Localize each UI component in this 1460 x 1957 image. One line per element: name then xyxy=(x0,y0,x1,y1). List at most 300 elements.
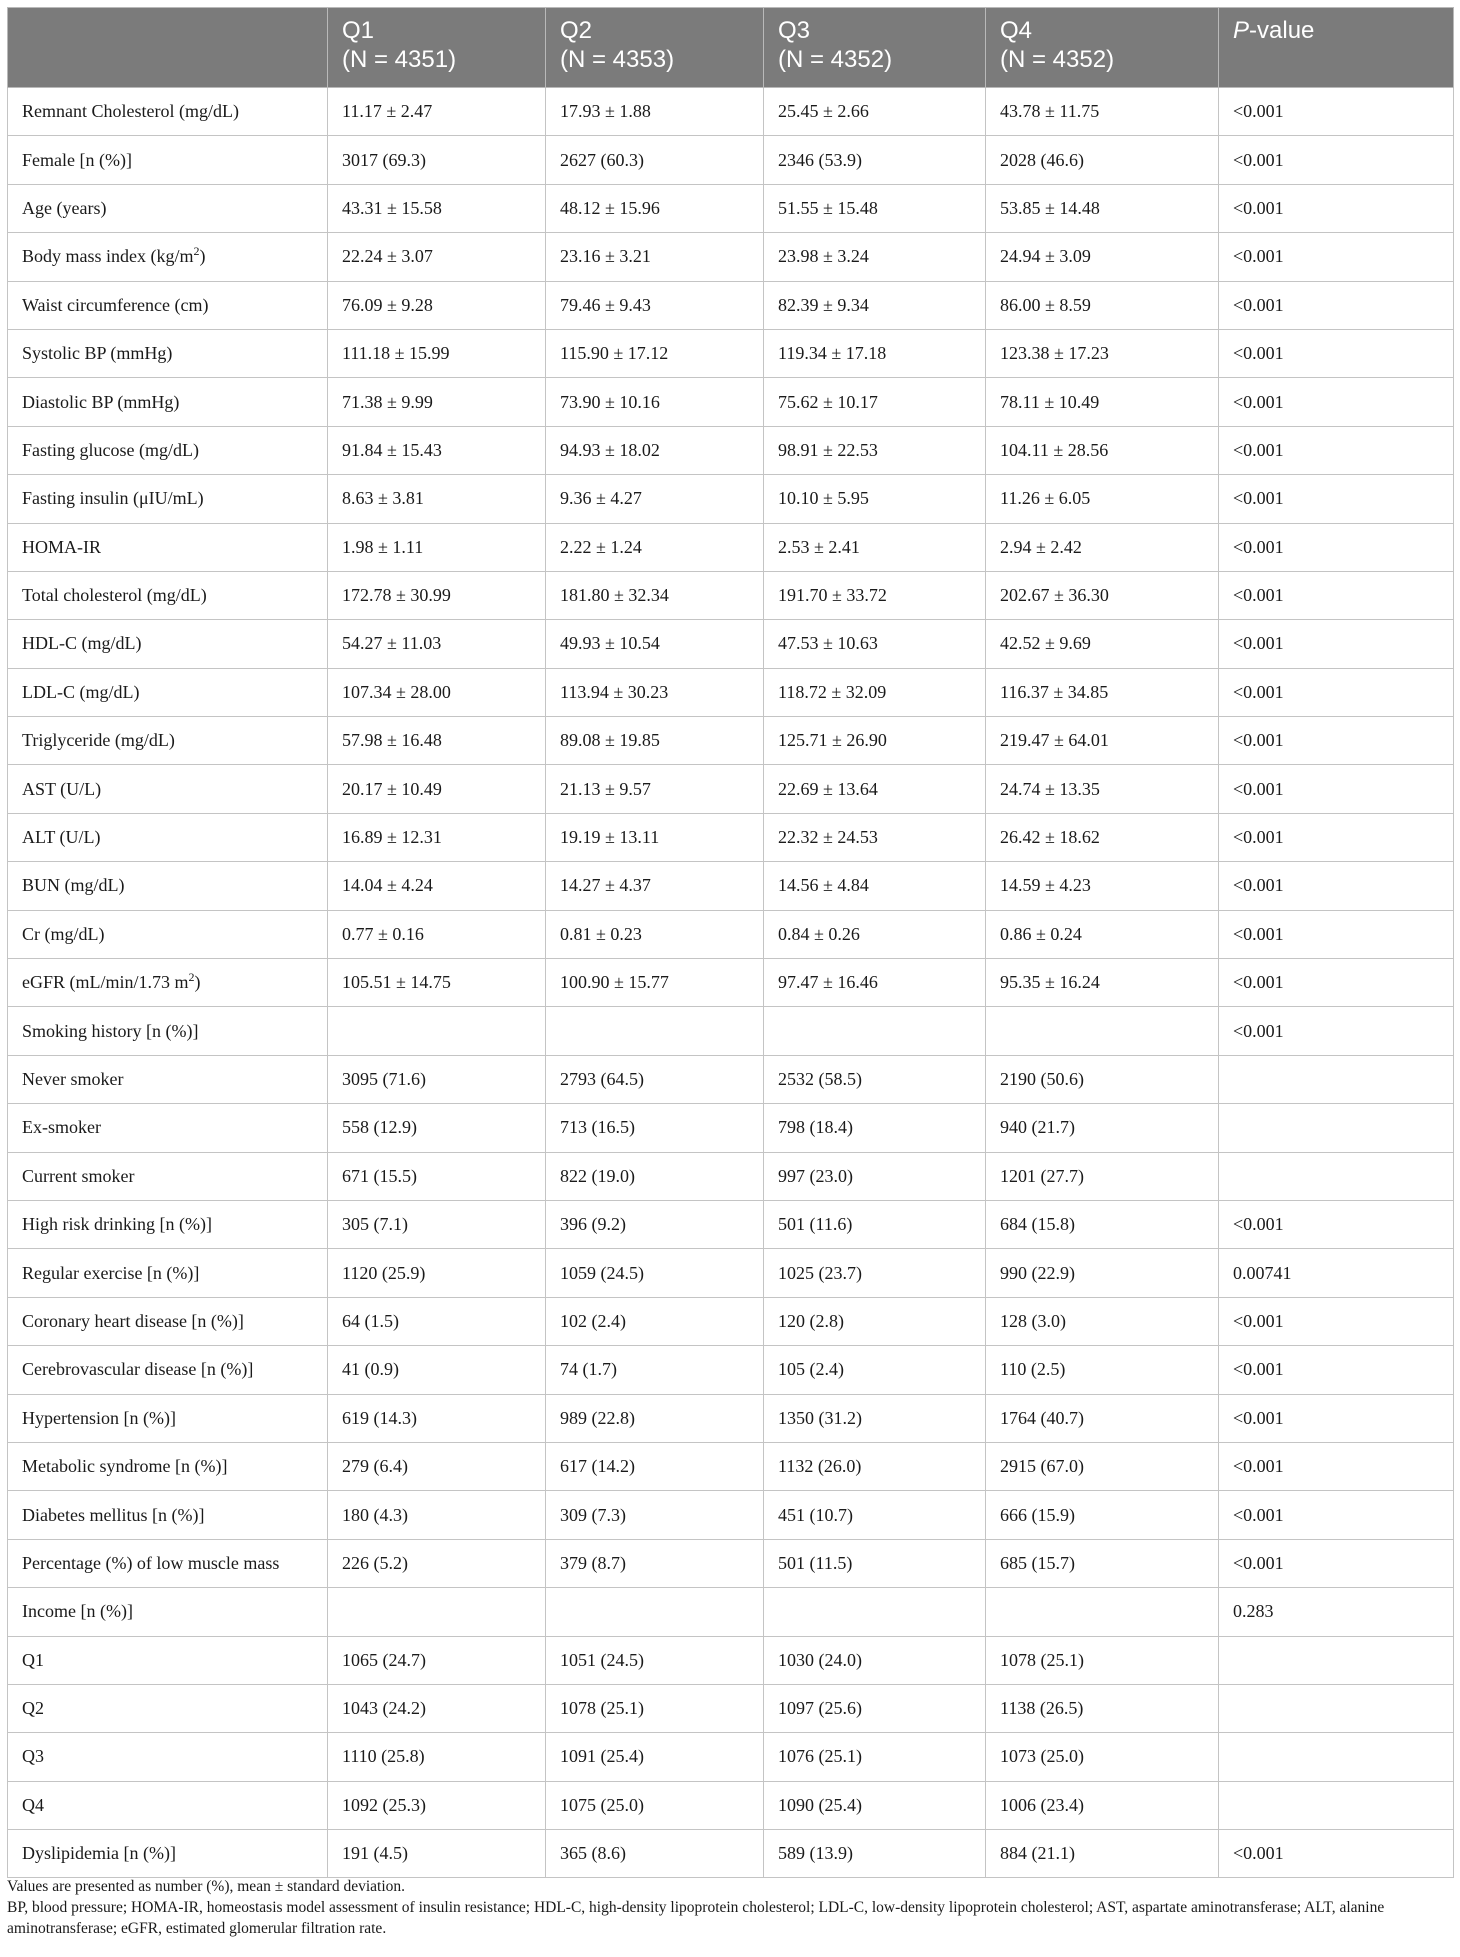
table-row xyxy=(8,281,1454,329)
row-label: Triglyceride (mg/dL) xyxy=(22,730,175,751)
row-label-cell xyxy=(8,1104,328,1152)
cell-value: <0.001 xyxy=(1233,875,1284,896)
value-cell-q1 xyxy=(328,1152,546,1200)
value-cell-p-value xyxy=(1219,88,1454,136)
cell-value: 26.42 ± 18.62 xyxy=(1000,827,1100,848)
value-cell-q1 xyxy=(328,1200,546,1248)
cell-value: <0.001 xyxy=(1233,1552,1284,1573)
cell-value: 1006 (23.4) xyxy=(1000,1794,1084,1815)
footnote-values: Values are presented as number (%), mean ± standard deviation. xyxy=(7,1878,406,1895)
value-cell-p-value xyxy=(1219,136,1454,184)
value-cell-q3 xyxy=(764,668,986,716)
value-cell-q3 xyxy=(764,959,986,1007)
cell-value: 2190 (50.6) xyxy=(1000,1069,1084,1089)
cell-value: 884 (21.1) xyxy=(1000,1843,1075,1864)
value-cell-p-value xyxy=(1219,1588,1454,1636)
row-label: AST (U/L) xyxy=(22,778,102,799)
value-cell-q4 xyxy=(986,1491,1219,1539)
value-cell-p-value xyxy=(1219,1636,1454,1684)
cell-value: 98.91 ± 22.53 xyxy=(778,439,878,460)
cell-value: 94.93 ± 18.02 xyxy=(560,439,660,460)
value-cell-q3 xyxy=(764,1539,986,1587)
cell-value: 79.46 ± 9.43 xyxy=(560,294,651,315)
cell-value: <0.001 xyxy=(1233,1359,1284,1380)
value-cell-q4 xyxy=(986,765,1219,813)
value-cell-q4 xyxy=(986,281,1219,329)
value-cell-q3 xyxy=(764,765,986,813)
value-cell-q4 xyxy=(986,475,1219,523)
cell-value: 41 (0.9) xyxy=(342,1359,399,1380)
cell-value: 219.47 ± 64.01 xyxy=(1000,730,1109,751)
value-cell-q2 xyxy=(546,1104,764,1152)
value-cell-q3 xyxy=(764,1297,986,1345)
table-row xyxy=(8,1491,1454,1539)
cell-value: 666 (15.9) xyxy=(1000,1504,1075,1525)
row-label-cell xyxy=(8,668,328,716)
cell-value: <0.001 xyxy=(1233,778,1284,799)
value-cell-q3 xyxy=(764,329,986,377)
value-cell-q1 xyxy=(328,523,546,571)
value-cell-q2 xyxy=(546,668,764,716)
cell-value: 119.34 ± 17.18 xyxy=(778,343,887,364)
row-label-cell xyxy=(8,378,328,426)
row-label: Waist circumference (cm) xyxy=(22,294,209,315)
cell-value: 110 (2.5) xyxy=(1000,1359,1066,1380)
value-cell-q4 xyxy=(986,1588,1219,1636)
value-cell-p-value xyxy=(1219,813,1454,861)
cell-value: 115.90 ± 17.12 xyxy=(560,343,669,364)
value-cell-p-value xyxy=(1219,1539,1454,1587)
cell-value: 14.59 ± 4.23 xyxy=(1000,875,1091,896)
value-cell-q3 xyxy=(764,1733,986,1781)
cell-value: 0.77 ± 0.16 xyxy=(342,923,424,944)
cell-value: 713 (16.5) xyxy=(560,1117,635,1138)
value-cell-q4 xyxy=(986,378,1219,426)
row-label-cell xyxy=(8,1636,328,1684)
row-label-cell xyxy=(8,571,328,619)
cell-value: 17.93 ± 1.88 xyxy=(560,101,651,122)
value-cell-q2 xyxy=(546,1588,764,1636)
row-label-cell xyxy=(8,281,328,329)
cell-value: 226 (5.2) xyxy=(342,1552,408,1573)
cell-value: 1097 (25.6) xyxy=(778,1698,862,1719)
cell-value: 1076 (25.1) xyxy=(778,1746,862,1767)
value-cell-q2 xyxy=(546,329,764,377)
cell-value: 191.70 ± 33.72 xyxy=(778,585,887,606)
cell-value: 20.17 ± 10.49 xyxy=(342,778,442,799)
row-label-cell xyxy=(8,329,328,377)
cell-value: 822 (19.0) xyxy=(560,1165,635,1186)
cell-value: 202.67 ± 36.30 xyxy=(1000,585,1109,606)
table-row xyxy=(8,1830,1454,1878)
cell-value: 798 (18.4) xyxy=(778,1117,853,1138)
row-label-cell xyxy=(8,862,328,910)
value-cell-q4 xyxy=(986,1249,1219,1297)
cell-value: 0.81 ± 0.23 xyxy=(560,923,642,944)
cell-value: 14.56 ± 4.84 xyxy=(778,875,869,896)
cell-value: 617 (14.2) xyxy=(560,1456,635,1477)
cell-value: 19.19 ± 13.11 xyxy=(560,827,660,848)
cell-value: 89.08 ± 19.85 xyxy=(560,730,660,751)
value-cell-p-value xyxy=(1219,1007,1454,1055)
cell-value: 64 (1.5) xyxy=(342,1310,399,1331)
value-cell-q3 xyxy=(764,1152,986,1200)
cell-value: 172.78 ± 30.99 xyxy=(342,585,451,606)
cell-value: 1030 (24.0) xyxy=(778,1649,862,1670)
cell-value: 105 (2.4) xyxy=(778,1359,844,1380)
table-row xyxy=(8,1152,1454,1200)
value-cell-q2 xyxy=(546,813,764,861)
cell-value: 9.36 ± 4.27 xyxy=(560,488,642,509)
value-cell-p-value xyxy=(1219,620,1454,668)
cell-value: 2.94 ± 2.42 xyxy=(1000,536,1082,557)
value-cell-q4 xyxy=(986,523,1219,571)
value-cell-q2 xyxy=(546,910,764,958)
cell-value: 2346 (53.9) xyxy=(778,149,862,170)
table-row xyxy=(8,1684,1454,1732)
cell-value: <0.001 xyxy=(1233,149,1284,170)
value-cell-q1 xyxy=(328,1442,546,1490)
value-cell-q3 xyxy=(764,1442,986,1490)
value-cell-q3 xyxy=(764,1394,986,1442)
row-label: Income [n (%)] xyxy=(22,1601,133,1622)
value-cell-q4 xyxy=(986,233,1219,281)
row-label: Q1 xyxy=(22,1649,44,1670)
value-cell-q1 xyxy=(328,281,546,329)
row-label: LDL-C (mg/dL) xyxy=(22,681,140,702)
cell-value: 75.62 ± 10.17 xyxy=(778,391,878,412)
value-cell-q1 xyxy=(328,765,546,813)
value-cell-q1 xyxy=(328,1491,546,1539)
value-cell-q1 xyxy=(328,1055,546,1103)
row-label: eGFR (mL/min/1.73 m xyxy=(22,972,189,993)
value-cell-q3 xyxy=(764,1007,986,1055)
cell-value: 74 (1.7) xyxy=(560,1359,617,1380)
cell-value: 1138 (26.5) xyxy=(1000,1698,1084,1719)
cell-value: 128 (3.0) xyxy=(1000,1310,1066,1331)
cell-value: 24.94 ± 3.09 xyxy=(1000,246,1091,267)
value-cell-q2 xyxy=(546,959,764,1007)
cell-value: 940 (21.7) xyxy=(1000,1117,1075,1138)
value-cell-q2 xyxy=(546,1346,764,1394)
value-cell-q4 xyxy=(986,329,1219,377)
value-cell-q1 xyxy=(328,1104,546,1152)
value-cell-q2 xyxy=(546,136,764,184)
table-body xyxy=(8,88,1454,1878)
cell-value: 1120 (25.9) xyxy=(342,1262,426,1283)
cell-value: 997 (23.0) xyxy=(778,1165,853,1186)
value-cell-q3 xyxy=(764,378,986,426)
value-cell-q1 xyxy=(328,1249,546,1297)
row-label: Never smoker xyxy=(22,1069,124,1089)
value-cell-q1 xyxy=(328,329,546,377)
value-cell-q4 xyxy=(986,862,1219,910)
cell-value: 105.51 ± 14.75 xyxy=(342,972,451,993)
value-cell-q3 xyxy=(764,620,986,668)
table-row xyxy=(8,1442,1454,1490)
row-label: Cerebrovascular disease [n (%)] xyxy=(22,1359,254,1380)
value-cell-q4 xyxy=(986,1733,1219,1781)
cell-value: <0.001 xyxy=(1233,439,1284,460)
row-label: High risk drinking [n (%)] xyxy=(22,1214,212,1235)
row-label-cell xyxy=(8,959,328,1007)
cell-value: 91.84 ± 15.43 xyxy=(342,439,442,460)
value-cell-q1 xyxy=(328,1684,546,1732)
value-cell-p-value xyxy=(1219,1152,1454,1200)
value-cell-q4 xyxy=(986,1394,1219,1442)
value-cell-q4 xyxy=(986,184,1219,232)
value-cell-q2 xyxy=(546,426,764,474)
cell-value: <0.001 xyxy=(1233,1310,1284,1331)
value-cell-q2 xyxy=(546,1684,764,1732)
value-cell-q3 xyxy=(764,1588,986,1636)
row-label: Total cholesterol (mg/dL) xyxy=(22,585,207,606)
cell-value: 1051 (24.5) xyxy=(560,1649,644,1670)
value-cell-p-value xyxy=(1219,184,1454,232)
table-row xyxy=(8,1346,1454,1394)
cell-value: 501 (11.6) xyxy=(778,1214,853,1235)
value-cell-p-value xyxy=(1219,329,1454,377)
value-cell-q4 xyxy=(986,1104,1219,1152)
table-row xyxy=(8,813,1454,861)
table-row xyxy=(8,1394,1454,1442)
row-label-cell xyxy=(8,233,328,281)
value-cell-q3 xyxy=(764,1104,986,1152)
table-footnotes xyxy=(7,1876,1453,1939)
cell-value: <0.001 xyxy=(1233,1843,1284,1864)
table-row xyxy=(8,378,1454,426)
value-cell-q1 xyxy=(328,184,546,232)
value-cell-q2 xyxy=(546,1007,764,1055)
value-cell-q2 xyxy=(546,281,764,329)
header-sublabel: (N = 4351) xyxy=(342,46,457,73)
value-cell-q4 xyxy=(986,426,1219,474)
row-label-cell xyxy=(8,1781,328,1829)
row-label: Fasting glucose (mg/dL) xyxy=(22,439,199,460)
value-cell-q1 xyxy=(328,426,546,474)
cell-value: 0.283 xyxy=(1233,1601,1274,1622)
row-label: Systolic BP (mmHg) xyxy=(22,343,173,364)
cell-value: 1073 (25.0) xyxy=(1000,1746,1084,1767)
cell-value: 305 (7.1) xyxy=(342,1214,408,1235)
value-cell-q2 xyxy=(546,1152,764,1200)
value-cell-q2 xyxy=(546,523,764,571)
cell-value: 989 (22.8) xyxy=(560,1407,635,1428)
table-row xyxy=(8,1104,1454,1152)
cell-value: <0.001 xyxy=(1233,730,1284,751)
value-cell-p-value xyxy=(1219,1055,1454,1103)
value-cell-q4 xyxy=(986,1055,1219,1103)
cell-value: 1043 (24.2) xyxy=(342,1698,426,1719)
cell-value: 102 (2.4) xyxy=(560,1310,626,1331)
cell-value: <0.001 xyxy=(1233,633,1284,654)
cell-value: 396 (9.2) xyxy=(560,1214,626,1235)
cell-value: <0.001 xyxy=(1233,1456,1284,1477)
value-cell-p-value xyxy=(1219,765,1454,813)
row-label: ALT (U/L) xyxy=(22,827,101,848)
value-cell-q4 xyxy=(986,813,1219,861)
cell-value: 100.90 ± 15.77 xyxy=(560,972,669,993)
value-cell-q2 xyxy=(546,88,764,136)
row-label-cell xyxy=(8,910,328,958)
cell-value: <0.001 xyxy=(1233,1504,1284,1525)
value-cell-p-value xyxy=(1219,475,1454,523)
header-sublabel: -value xyxy=(1249,17,1315,44)
value-cell-q2 xyxy=(546,233,764,281)
cell-value: 685 (15.7) xyxy=(1000,1552,1075,1573)
row-label-cell xyxy=(8,1684,328,1732)
header-cell-q3 xyxy=(764,8,986,88)
cell-value: 1764 (40.7) xyxy=(1000,1407,1084,1428)
cell-value: 14.04 ± 4.24 xyxy=(342,875,433,896)
row-label-cell xyxy=(8,1733,328,1781)
cell-value: 3017 (69.3) xyxy=(342,149,426,170)
value-cell-q1 xyxy=(328,1297,546,1345)
value-cell-q2 xyxy=(546,184,764,232)
header-cell-q4 xyxy=(986,8,1219,88)
value-cell-p-value xyxy=(1219,1200,1454,1248)
row-label: Diabetes mellitus [n (%)] xyxy=(22,1504,205,1525)
value-cell-q3 xyxy=(764,813,986,861)
value-cell-q4 xyxy=(986,88,1219,136)
value-cell-q2 xyxy=(546,1442,764,1490)
value-cell-q4 xyxy=(986,1636,1219,1684)
table-row xyxy=(8,1007,1454,1055)
cell-value: 1350 (31.2) xyxy=(778,1407,862,1428)
value-cell-p-value xyxy=(1219,717,1454,765)
header-sublabel: (N = 4352) xyxy=(1000,46,1115,73)
cell-value: 1078 (25.1) xyxy=(1000,1649,1084,1670)
cell-value: 1.98 ± 1.11 xyxy=(342,536,424,557)
cell-value: 0.84 ± 0.26 xyxy=(778,923,860,944)
value-cell-q4 xyxy=(986,571,1219,619)
cell-value: 1201 (27.7) xyxy=(1000,1165,1084,1186)
value-cell-q1 xyxy=(328,910,546,958)
value-cell-q1 xyxy=(328,1733,546,1781)
table-row xyxy=(8,523,1454,571)
row-label-cell xyxy=(8,1200,328,1248)
row-label: Metabolic syndrome [n (%)] xyxy=(22,1456,228,1477)
cell-value: 118.72 ± 32.09 xyxy=(778,681,887,702)
row-label-tail: ) xyxy=(194,972,201,993)
cell-value: 3095 (71.6) xyxy=(342,1069,426,1089)
cell-value: 14.27 ± 4.37 xyxy=(560,875,651,896)
cell-value: <0.001 xyxy=(1233,1407,1284,1428)
value-cell-p-value xyxy=(1219,1491,1454,1539)
value-cell-q3 xyxy=(764,523,986,571)
header-sublabel: (N = 4352) xyxy=(778,46,893,73)
value-cell-q3 xyxy=(764,717,986,765)
value-cell-q1 xyxy=(328,475,546,523)
value-cell-q4 xyxy=(986,1781,1219,1829)
cell-value: 1092 (25.3) xyxy=(342,1794,426,1815)
cell-value: 0.86 ± 0.24 xyxy=(1000,923,1082,944)
table-row xyxy=(8,620,1454,668)
table-row xyxy=(8,1733,1454,1781)
value-cell-q4 xyxy=(986,717,1219,765)
cell-value: 379 (8.7) xyxy=(560,1552,626,1573)
row-label-cell xyxy=(8,1055,328,1103)
table-header-row xyxy=(8,8,1454,88)
cell-value: 113.94 ± 30.23 xyxy=(560,681,669,702)
row-label-cell xyxy=(8,1491,328,1539)
value-cell-q2 xyxy=(546,1636,764,1684)
cell-value: <0.001 xyxy=(1233,923,1284,944)
value-cell-p-value xyxy=(1219,233,1454,281)
table-row xyxy=(8,862,1454,910)
value-cell-p-value xyxy=(1219,1394,1454,1442)
cell-value: 2793 (64.5) xyxy=(560,1069,644,1089)
value-cell-q1 xyxy=(328,1781,546,1829)
cell-value: 589 (13.9) xyxy=(778,1843,853,1864)
table-row xyxy=(8,910,1454,958)
value-cell-q4 xyxy=(986,1200,1219,1248)
cell-value: 2.22 ± 1.24 xyxy=(560,536,642,557)
cell-value: 501 (11.5) xyxy=(778,1552,853,1573)
cell-value: 279 (6.4) xyxy=(342,1456,408,1477)
value-cell-q4 xyxy=(986,1830,1219,1878)
cell-value: 1075 (25.0) xyxy=(560,1794,644,1815)
cell-value: <0.001 xyxy=(1233,488,1284,509)
value-cell-p-value xyxy=(1219,862,1454,910)
table-row xyxy=(8,765,1454,813)
header-label: Q2 xyxy=(560,17,593,44)
row-label: Age (years) xyxy=(22,197,107,218)
cell-value: 57.98 ± 16.48 xyxy=(342,730,442,751)
cell-value: 8.63 ± 3.81 xyxy=(342,488,424,509)
header-sublabel: (N = 4353) xyxy=(560,46,675,73)
cell-value: 82.39 ± 9.34 xyxy=(778,294,869,315)
row-label: BUN (mg/dL) xyxy=(22,875,125,896)
cell-value: 1090 (25.4) xyxy=(778,1794,862,1815)
cell-value: 22.32 ± 24.53 xyxy=(778,827,878,848)
row-label-cell xyxy=(8,620,328,668)
cell-value: 86.00 ± 8.59 xyxy=(1000,294,1091,315)
cell-value: 24.74 ± 13.35 xyxy=(1000,778,1100,799)
value-cell-q1 xyxy=(328,136,546,184)
row-label: Cr (mg/dL) xyxy=(22,923,105,944)
value-cell-q1 xyxy=(328,1588,546,1636)
cell-value: <0.001 xyxy=(1233,1214,1284,1235)
row-label: Regular exercise [n (%)] xyxy=(22,1262,200,1283)
row-label: Female [n (%)] xyxy=(22,149,132,170)
value-cell-q2 xyxy=(546,862,764,910)
value-cell-q2 xyxy=(546,1200,764,1248)
row-label-cell xyxy=(8,1007,328,1055)
footnote-abbreviations: BP, blood pressure; HOMA-IR, homeostasis model assessment of insulin resistance; HDL-C, high-density lipoprotein cholesterol; LDL-C, low-density lipoprotein cholesterol; AST, aspartate aminotransferase; ALT, alanine aminotransferase; eGFR, estimated glomerular filtration rate. xyxy=(7,1899,1385,1937)
table-row xyxy=(8,668,1454,716)
value-cell-q2 xyxy=(546,1297,764,1345)
row-label: Smoking history [n (%)] xyxy=(22,1020,199,1041)
value-cell-p-value xyxy=(1219,1249,1454,1297)
cell-value: 1065 (24.7) xyxy=(342,1649,426,1670)
cell-value: 111.18 ± 15.99 xyxy=(342,343,450,364)
row-label-cell xyxy=(8,475,328,523)
cell-value: 2532 (58.5) xyxy=(778,1069,862,1089)
cell-value: 97.47 ± 16.46 xyxy=(778,972,878,993)
value-cell-q2 xyxy=(546,717,764,765)
cell-value: 2.53 ± 2.41 xyxy=(778,536,860,557)
table-row xyxy=(8,1055,1454,1103)
row-label: Remnant Cholesterol (mg/dL) xyxy=(22,101,239,122)
value-cell-q4 xyxy=(986,1684,1219,1732)
cell-value: <0.001 xyxy=(1233,101,1284,122)
row-label: Body mass index (kg/m xyxy=(22,246,194,267)
value-cell-q2 xyxy=(546,1055,764,1103)
header-label: Q1 xyxy=(342,17,375,44)
value-cell-q3 xyxy=(764,233,986,281)
cell-value: 11.26 ± 6.05 xyxy=(1000,488,1091,509)
